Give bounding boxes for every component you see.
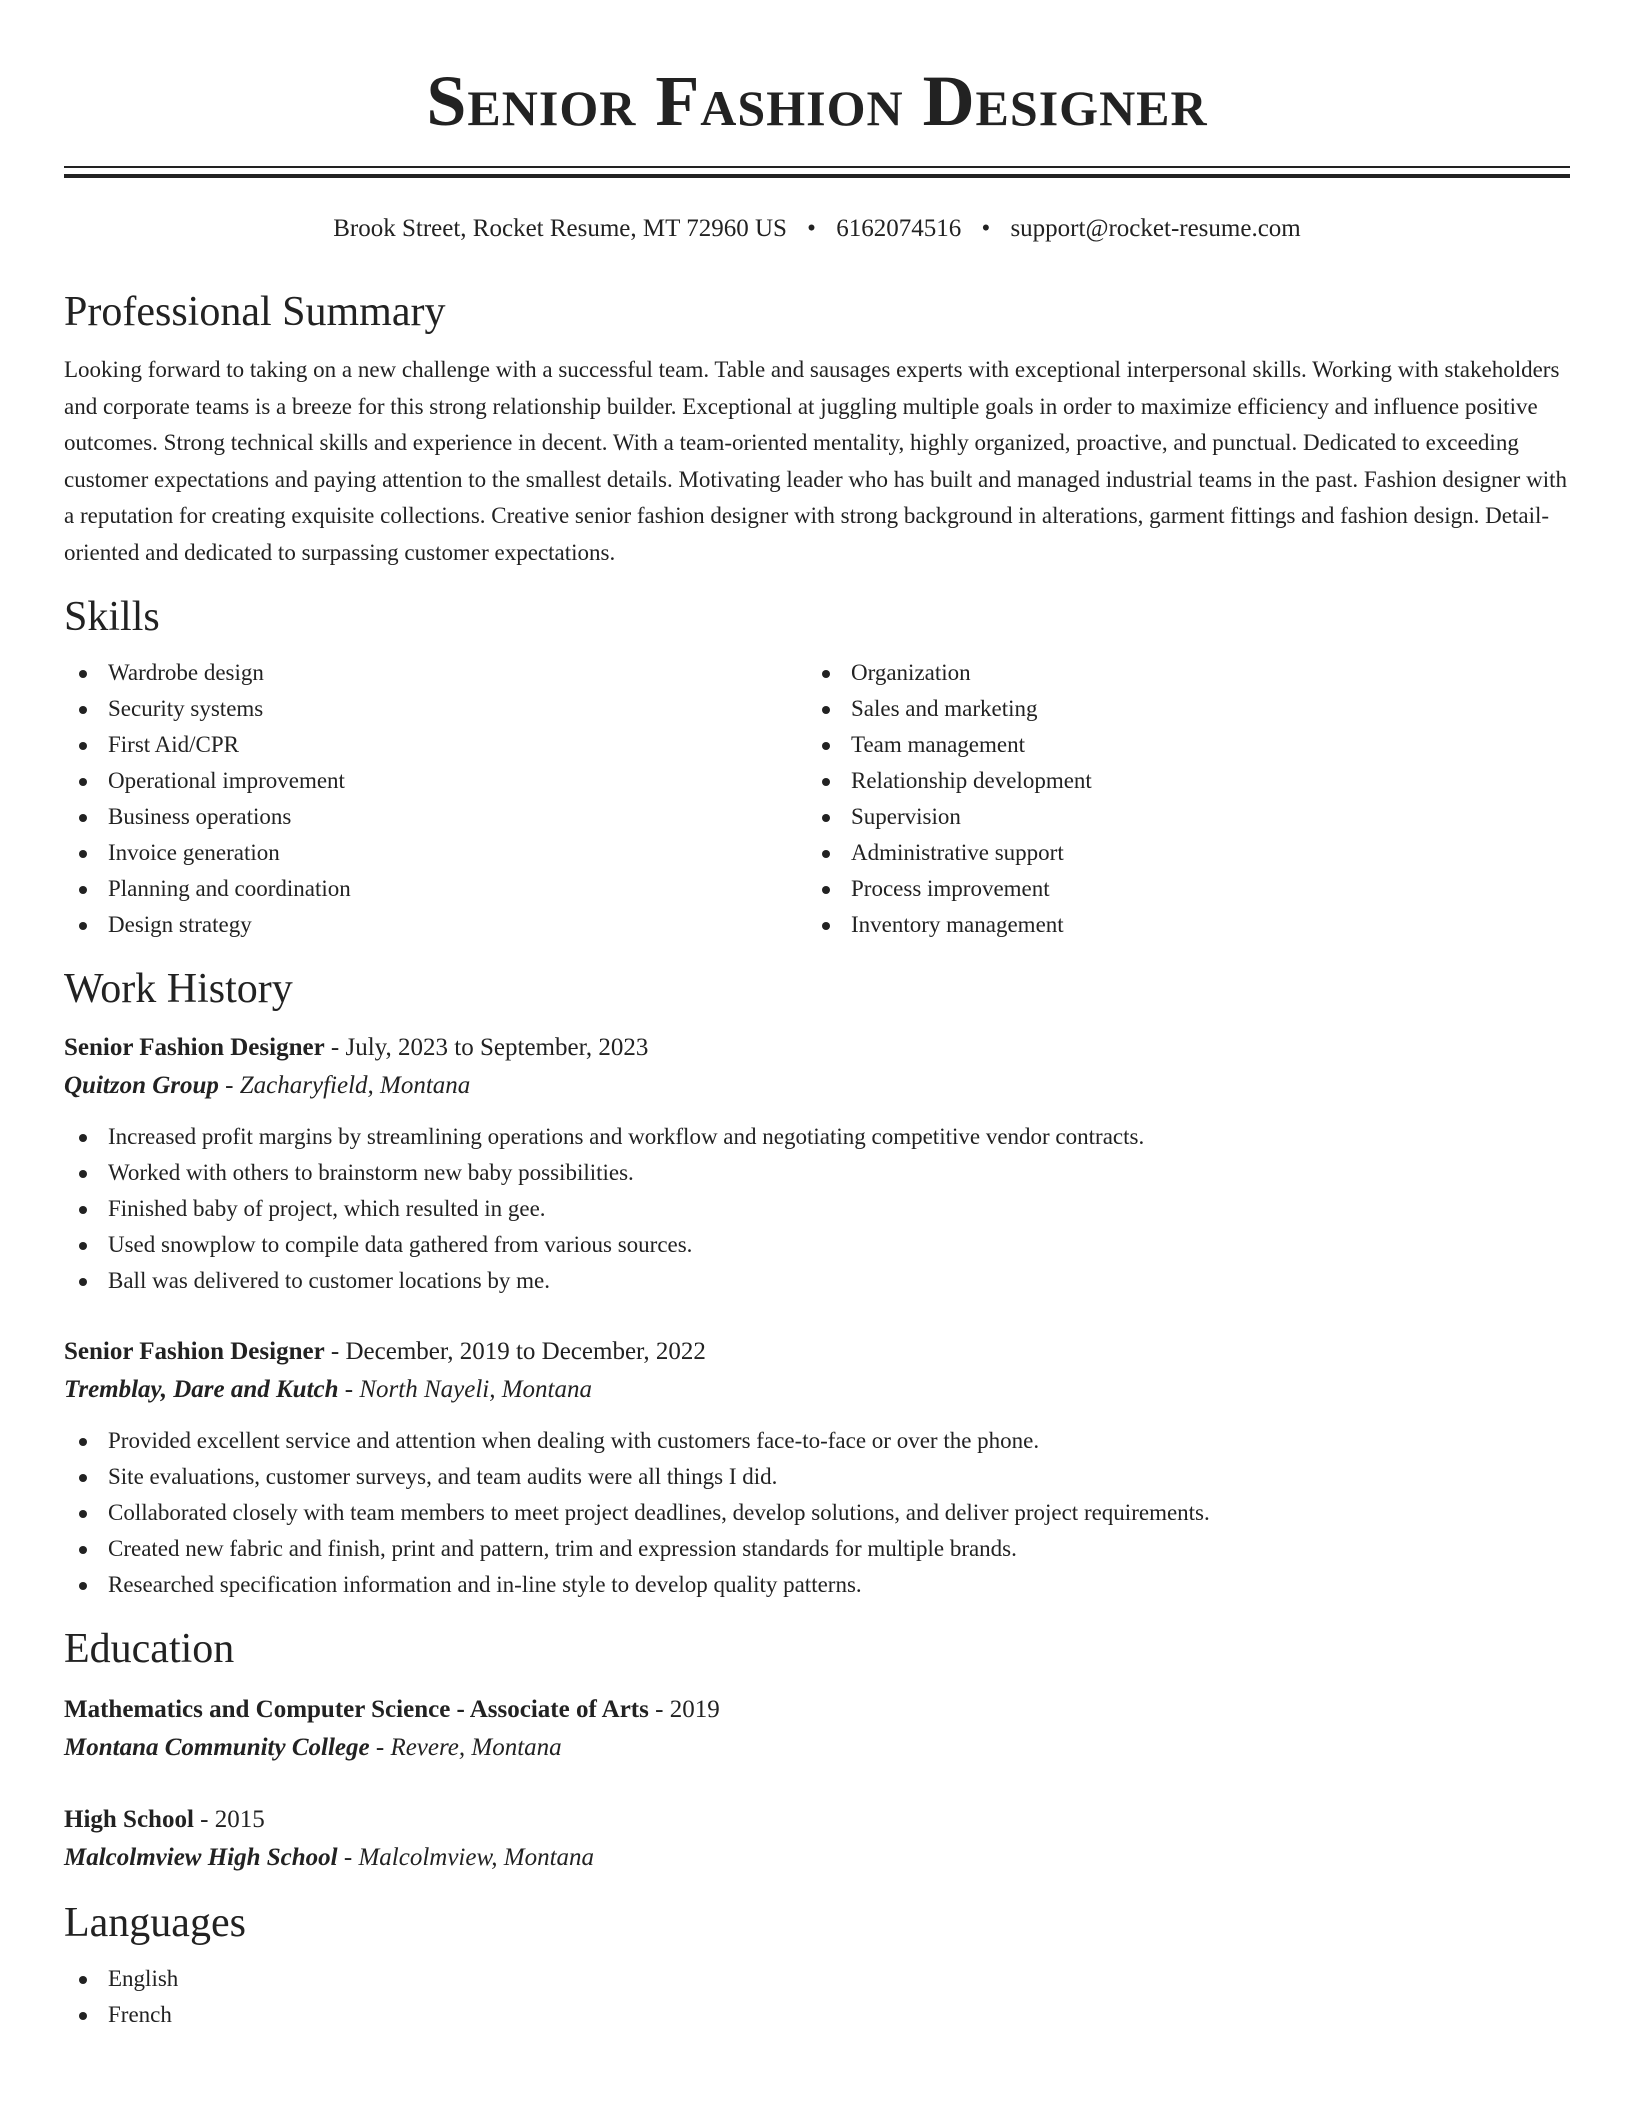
education-dash: -	[193, 1806, 215, 1833]
job-bullet: Collaborated closely with team members to meet project deadlines, develop solutions, and deliver project requirements.	[64, 1495, 1570, 1531]
title-divider-thick	[64, 174, 1570, 178]
job-bullet: Provided excellent service and attention when dealing with customers face-to-face or over the phone.	[64, 1423, 1570, 1459]
job-dates: July, 2023 to September, 2023	[345, 1034, 649, 1061]
contact-separator: •	[981, 215, 991, 242]
education-degree: Mathematics and Computer Science - Associate of Arts	[64, 1696, 649, 1723]
language-item: English	[64, 1961, 1570, 1997]
education-dash: -	[369, 1734, 391, 1761]
job-title-line	[64, 1333, 1570, 1371]
job-entry	[64, 1333, 1570, 1603]
resume-title: Senior Fashion Designer	[426, 61, 1208, 141]
summary-text: Looking forward to taking on a new challenge with a successful team. Table and sausages experts with exceptional interpersonal skills. Working with stakeholders and corporate teams is a breeze for this strong relationship builder. Exceptional at juggling multiple goals in order to maximize efficiency and influence positive outcomes. Strong technical skills and experience in decent. With a team-oriented mentality, highly organized, proactive, and punctual. Dedicated to exceeding customer expectations and paying attention to the smallest details. Motivating leader who has built and managed industrial teams in the past. Fashion designer with a reputation for creating exquisite collections. Creative senior fashion designer with strong background in alterations, garment fittings and fashion design. Detail-oriented and dedicated to surpassing customer expectations.	[64, 357, 1567, 565]
skill-item: Security systems	[64, 691, 807, 727]
education-degree: High School	[64, 1806, 194, 1833]
languages-heading: Languages	[64, 1900, 246, 1946]
skill-item: Wardrobe design	[64, 655, 807, 691]
job-dash: -	[218, 1072, 240, 1099]
education-entry	[64, 1691, 1570, 1767]
skills-list-right	[807, 655, 1550, 943]
education-location: Revere, Montana	[390, 1734, 562, 1761]
job-entry	[64, 1029, 1570, 1299]
job-company-line	[64, 1371, 1570, 1409]
skill-item: Team management	[807, 727, 1550, 763]
skill-item: Business operations	[64, 799, 807, 835]
education-location: Malcolmview, Montana	[358, 1844, 595, 1871]
education-year: 2019	[669, 1696, 720, 1723]
job-dash: -	[338, 1376, 360, 1403]
education-school-line	[64, 1729, 1570, 1767]
education-dash: -	[337, 1844, 359, 1871]
work-history-heading: Work History	[64, 966, 293, 1012]
skill-item: Operational improvement	[64, 763, 807, 799]
skills-columns	[64, 655, 1570, 943]
skill-item: Planning and coordination	[64, 871, 807, 907]
skill-item: Design strategy	[64, 907, 807, 943]
skills-heading: Skills	[64, 594, 160, 640]
skill-item: Invoice generation	[64, 835, 807, 871]
education-school: Malcolmview High School	[64, 1844, 338, 1871]
education-entry	[64, 1801, 1570, 1877]
languages-list	[64, 1961, 1570, 2033]
job-bullet: Used snowplow to compile data gathered from various sources.	[64, 1227, 1570, 1263]
education-degree-line	[64, 1801, 1570, 1839]
skill-item: Relationship development	[807, 763, 1550, 799]
job-bullet: Created new fabric and finish, print and pattern, trim and expression standards for multiple brands.	[64, 1531, 1570, 1567]
job-bullet: Finished baby of project, which resulted in gee.	[64, 1191, 1570, 1227]
contact-line	[64, 214, 1570, 244]
job-dates: December, 2019 to December, 2022	[345, 1338, 706, 1365]
job-dash: -	[324, 1338, 346, 1365]
job-title-line	[64, 1029, 1570, 1067]
skill-item: Process improvement	[807, 871, 1550, 907]
job-bullets	[64, 1119, 1570, 1299]
skill-item: Inventory management	[807, 907, 1550, 943]
job-bullet: Worked with others to brainstorm new baby possibilities.	[64, 1155, 1570, 1191]
education-degree-line	[64, 1691, 1570, 1729]
job-bullet: Increased profit margins by streamlining operations and workflow and negotiating competitive vendor contracts.	[64, 1119, 1570, 1155]
contact-separator: •	[807, 215, 816, 242]
education-school-line	[64, 1839, 1570, 1877]
skill-item: Administrative support	[807, 835, 1550, 871]
job-bullet: Ball was delivered to customer locations by me.	[64, 1263, 1570, 1299]
summary-heading: Professional Summary	[64, 289, 446, 335]
job-title: Senior Fashion Designer	[64, 1338, 325, 1365]
job-bullet: Site evaluations, customer surveys, and team audits were all things I did.	[64, 1459, 1570, 1495]
skill-item: Organization	[807, 655, 1550, 691]
job-company-line	[64, 1067, 1570, 1105]
education-heading: Education	[64, 1626, 235, 1672]
education-dash: -	[648, 1696, 670, 1723]
contact-phone: 6162074516	[836, 215, 962, 242]
job-dash: -	[324, 1034, 346, 1061]
language-item: French	[64, 1997, 1570, 2033]
resume-page	[64, 0, 1570, 2033]
skill-item: Supervision	[807, 799, 1550, 835]
job-location: Zacharyfield, Montana	[239, 1072, 471, 1099]
skill-item: First Aid/CPR	[64, 727, 807, 763]
job-bullet: Researched specification information and in-line style to develop quality patterns.	[64, 1567, 1570, 1603]
contact-address: Brook Street, Rocket Resume, MT 72960 US	[333, 215, 787, 242]
job-location: North Nayeli, Montana	[359, 1376, 593, 1403]
job-title: Senior Fashion Designer	[64, 1034, 325, 1061]
job-company: Tremblay, Dare and Kutch	[64, 1376, 339, 1403]
title-divider-thin	[64, 166, 1570, 168]
education-year: 2015	[214, 1806, 265, 1833]
job-bullets	[64, 1423, 1570, 1603]
contact-email: support@rocket-resume.com	[1010, 215, 1301, 242]
skills-list-left	[64, 655, 807, 943]
skill-item: Sales and marketing	[807, 691, 1550, 727]
job-company: Quitzon Group	[64, 1072, 219, 1099]
education-school: Montana Community College	[64, 1734, 370, 1761]
